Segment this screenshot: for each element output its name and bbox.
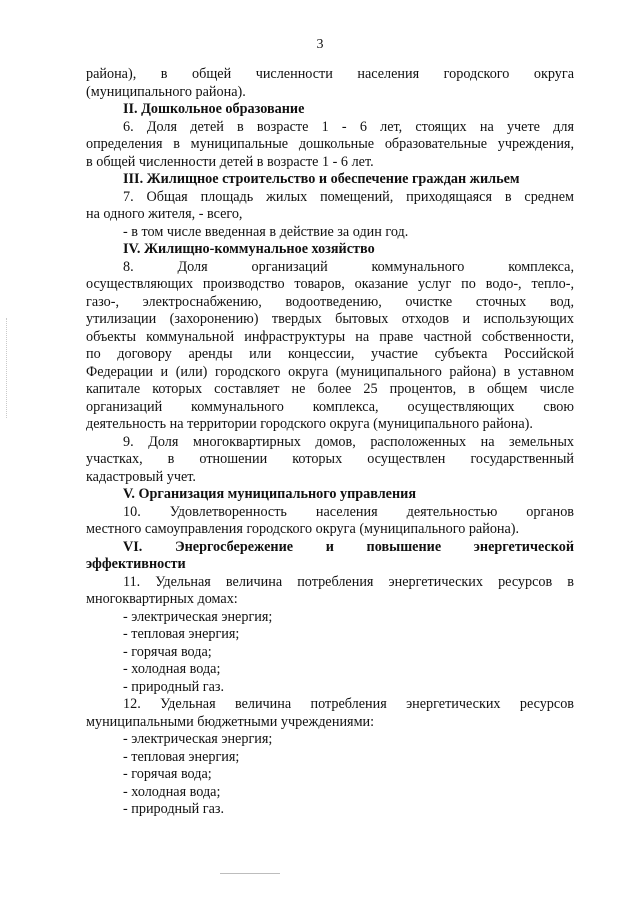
section-heading-4: IV. Жилищно-коммунальное хозяйство	[123, 241, 375, 257]
text-line: (муниципального района).	[86, 83, 246, 100]
scan-bottom-mark	[220, 873, 280, 874]
item-9-line: кадастровый учет.	[86, 468, 196, 485]
item-11-line: многоквартирных домах:	[86, 591, 238, 607]
item-12-line: 12. Удельная величина потребления энергетических ресурсов	[123, 696, 574, 712]
item-6-line: определения в муниципальные дошкольные образовательные учреждения,	[86, 136, 574, 152]
page-number: 3	[316, 37, 324, 52]
item-11-line: 11. Удельная величина потребления энергетических ресурсов в	[123, 573, 574, 590]
item-11-list-entry: - электрическая энергия;	[123, 608, 273, 625]
item-6-line: в общей численности детей в возрасте 1 - 6 лет.	[86, 153, 374, 170]
item-11-list-entry: - тепловая энергия;	[123, 626, 240, 642]
item-12-list-entry: - природный газ.	[123, 801, 225, 817]
item-8-line: утилизации (захоронению) твердых бытовых отходов и использующих	[86, 311, 574, 327]
document-body	[86, 66, 574, 819]
item-8-line: Федерации и (или) городского округа (муниципального района) в уставном	[86, 363, 574, 380]
item-12-list-entry: - электрическая энергия;	[123, 731, 273, 747]
section-heading-3: III. Жилищное строительство и обеспечение граждан жильем	[123, 171, 520, 187]
item-12-list-entry: - холодная вода;	[123, 783, 221, 800]
item-12-list-entry: - тепловая энергия;	[123, 748, 240, 765]
item-9-line: 9. Доля многоквартирных домов, расположенных на земельных	[123, 433, 574, 450]
item-10-line: 10. Удовлетворенность населения деятельностью органов	[123, 503, 574, 520]
item-8-line: деятельность на территории городского округа (муниципального района).	[86, 416, 533, 432]
item-8-line: 8. Доля организаций коммунального комплекса,	[123, 258, 574, 275]
section-heading-5: V. Организация муниципального управления	[123, 486, 417, 502]
section-heading-2: II. Дошкольное образование	[123, 101, 305, 117]
item-9-line: участках, в отношении которых осуществлен государственный	[86, 451, 574, 467]
item-8-line: по договору аренды или концессии, участие субъекта Российской	[86, 346, 574, 362]
section-heading-6: VI. Энергосбережение и повышение энергетической	[123, 538, 574, 555]
item-7-line: 7. Общая площадь жилых помещений, приходящаяся в среднем	[123, 188, 574, 205]
item-8-line: газо-, электроснабжению, водоотведению, очистке сточных вод,	[86, 293, 574, 310]
item-11-list-entry: - природный газ.	[123, 678, 225, 695]
item-8-line: осуществляющих производство товаров, оказание услуг по водо-, тепло-,	[86, 276, 574, 292]
section-heading-6-cont: эффективности	[86, 556, 186, 572]
item-6-line: 6. Доля детей в возрасте 1 - 6 лет, стоящих на учете для	[123, 118, 574, 135]
item-8-line: объекты коммунальной инфраструктуры на праве частной собственности,	[86, 328, 574, 345]
item-12-line: муниципальными бюджетными учреждениями:	[86, 713, 375, 730]
scan-margin-mark	[6, 318, 9, 418]
item-8-line: капитале которых составляет не более 25 процентов, в общем числе	[86, 381, 574, 397]
item-8-line: организаций коммунального комплекса, осуществляющих свою	[86, 398, 574, 415]
item-11-list-entry: - холодная вода;	[123, 661, 221, 677]
item-12-list-entry: - горячая вода;	[123, 766, 212, 782]
item-10-line: местного самоуправления городского округа (муниципального района).	[86, 521, 520, 537]
text-line: района), в общей численности населения городского округа	[86, 66, 574, 82]
item-11-list-entry: - горячая вода;	[123, 643, 212, 660]
item-7-line: - в том числе введенная в действие за один год.	[123, 223, 409, 240]
item-7-line: на одного жителя, - всего,	[86, 206, 243, 222]
